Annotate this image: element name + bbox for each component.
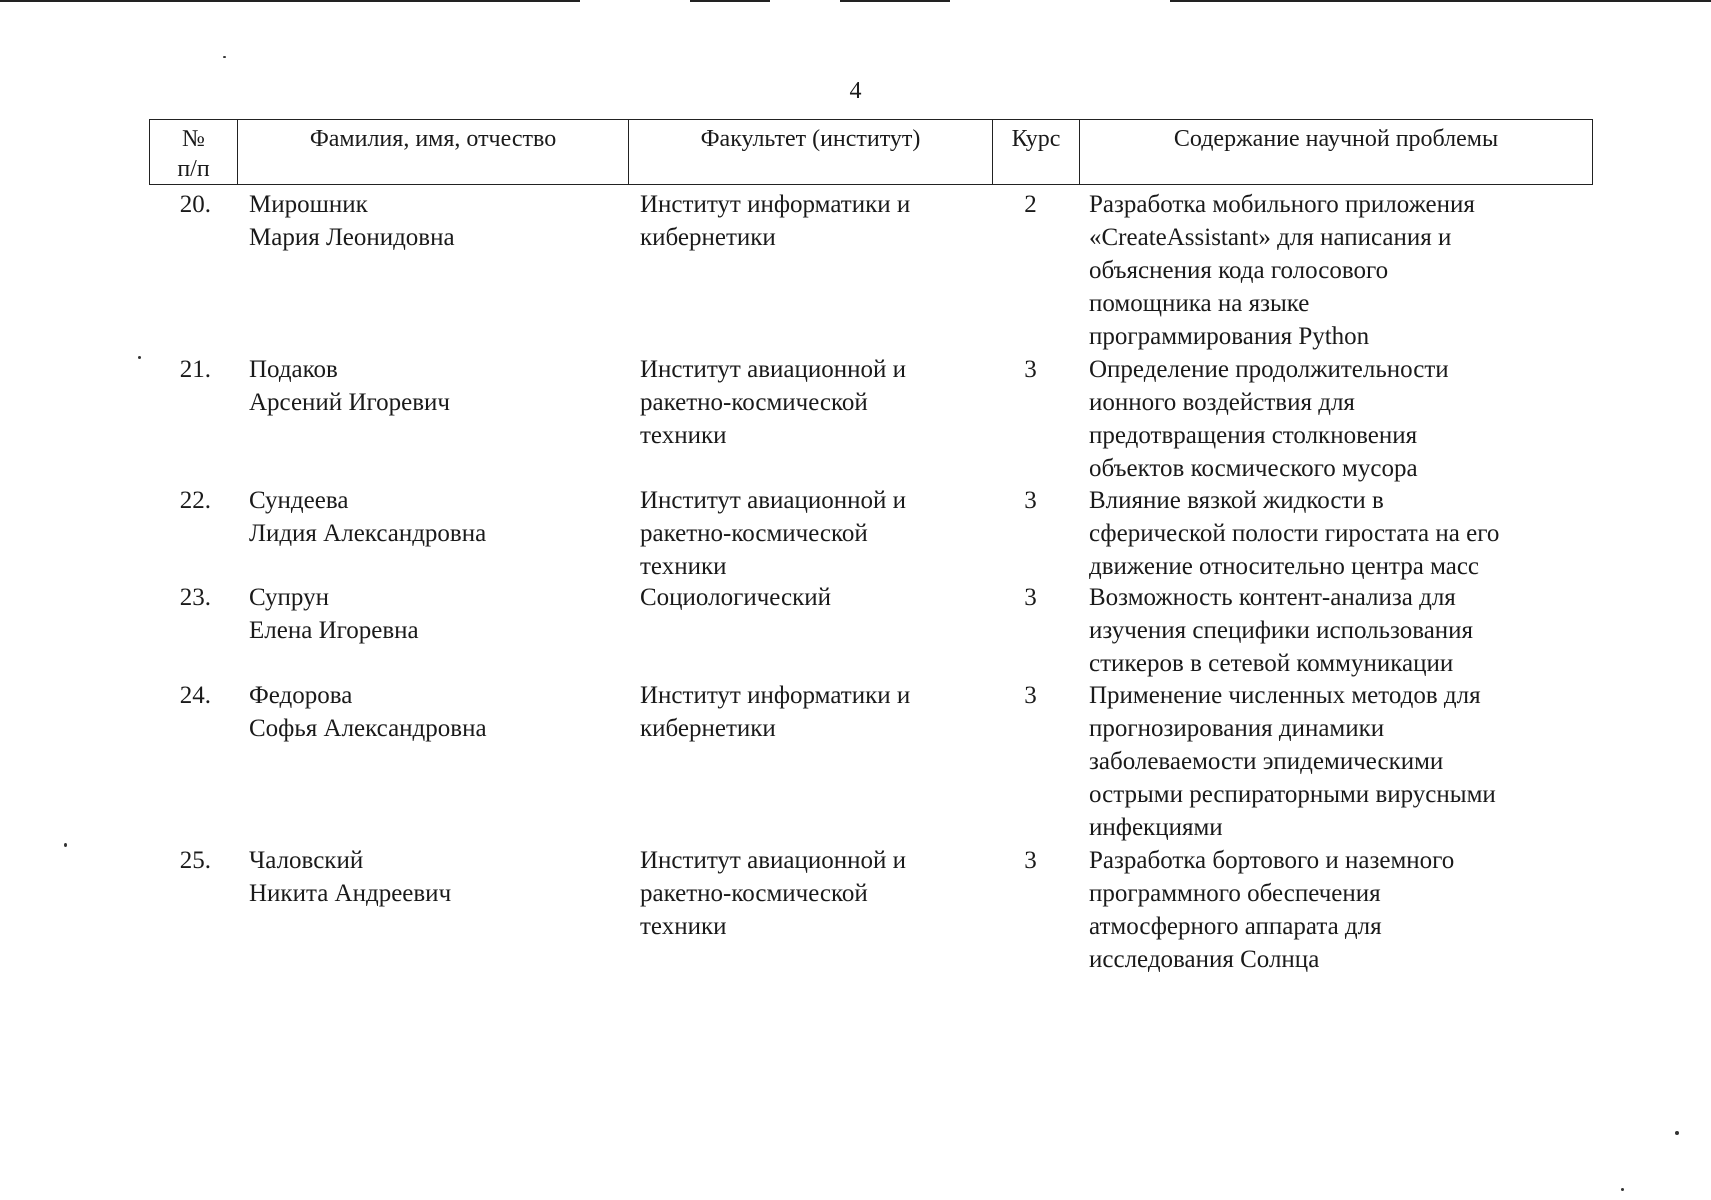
faculty: [628, 484, 992, 583]
research-problem: [1079, 484, 1593, 583]
scan-edge-line: [1170, 0, 1711, 2]
person-name-line: Супрун: [249, 584, 329, 611]
research-problem-line: программного обеспечения: [1089, 880, 1381, 907]
research-problem: [1079, 679, 1593, 844]
faculty: [628, 188, 992, 353]
faculty-line: Институт авиационной и: [640, 487, 907, 514]
scan-edge-line: [690, 0, 770, 2]
faculty-line: техники: [640, 553, 727, 580]
research-problem: [1079, 844, 1593, 976]
person-name-line: Арсений Игоревич: [249, 389, 450, 416]
research-problem: [1079, 188, 1593, 353]
header-full-name: Фамилия, имя, отчество: [238, 120, 629, 184]
row-number: 23.: [179, 584, 211, 611]
scan-edge-line: [840, 0, 950, 2]
course: 3: [1024, 487, 1037, 514]
faculty-line: кибернетики: [640, 715, 776, 742]
research-problem-line: Разработка бортового и наземного: [1089, 847, 1455, 874]
course: 2: [1024, 191, 1037, 218]
research-problem-line: ионного воздействия для: [1089, 389, 1355, 416]
research-problem-line: атмосферного аппарата для: [1089, 913, 1382, 940]
person-name: [237, 353, 628, 485]
research-problem-line: Возможность контент-анализа для: [1089, 584, 1456, 611]
course: 3: [1024, 584, 1037, 611]
faculty-line: ракетно-космической: [640, 520, 868, 547]
table-row: [149, 844, 1593, 976]
person-name-line: Елена Игоревна: [249, 617, 419, 644]
table-row: [149, 679, 1593, 844]
faculty-line: Институт авиационной и: [640, 356, 907, 383]
faculty: [628, 679, 992, 844]
faculty: [628, 581, 992, 680]
faculty: [628, 844, 992, 976]
research-problem: [1079, 581, 1593, 680]
person-name-line: Никита Андреевич: [249, 880, 452, 907]
table-row: [149, 581, 1593, 680]
header-number-symbol: №: [182, 126, 205, 152]
course: 3: [1024, 356, 1037, 383]
faculty-line: техники: [640, 913, 727, 940]
research-problem-line: исследования Солнца: [1089, 946, 1320, 973]
research-problem-line: стикеров в сетевой коммуникации: [1089, 650, 1454, 677]
table-row: [149, 484, 1593, 583]
person-name: [237, 844, 628, 976]
faculty: [628, 353, 992, 485]
research-problem-line: инфекциями: [1089, 814, 1223, 841]
row-number: 24.: [179, 682, 211, 709]
header-faculty: Факультет (институт): [629, 120, 993, 184]
row-number: 20.: [179, 191, 211, 218]
research-problem-line: прогнозирования динамики: [1089, 715, 1385, 742]
research-problem-line: «CreateAssistant» для написания и: [1089, 224, 1452, 251]
research-problem-line: Применение численных методов для: [1089, 682, 1481, 709]
scan-speck: [1675, 1131, 1679, 1135]
course: 3: [1024, 682, 1037, 709]
scan-speck: [138, 356, 141, 359]
page-number: 4: [849, 78, 862, 104]
research-problem-line: движение относительно центра масс: [1089, 553, 1480, 580]
person-name-line: Мирошник: [249, 191, 368, 218]
person-name-line: Мария Леонидовна: [249, 224, 455, 251]
row-number: 25.: [179, 847, 211, 874]
research-problem-line: Разработка мобильного приложения: [1089, 191, 1475, 218]
person-name: [237, 679, 628, 844]
research-problem: [1079, 353, 1593, 485]
faculty-line: Институт информатики и: [640, 682, 911, 709]
person-name-line: Подаков: [249, 356, 338, 383]
scan-speck: [64, 843, 67, 847]
research-problem-line: Определение продолжительности: [1089, 356, 1449, 383]
faculty-line: кибернетики: [640, 224, 776, 251]
research-problem-line: программирования Python: [1089, 323, 1370, 350]
person-name-line: Федорова: [249, 682, 353, 709]
faculty-line: Институт информатики и: [640, 191, 911, 218]
header-number-abbr: п/п: [177, 156, 210, 182]
person-name-line: Сундеева: [249, 487, 349, 514]
person-name: [237, 484, 628, 583]
header-number: [150, 120, 238, 184]
research-problem-line: острыми респираторными вирусными: [1089, 781, 1496, 808]
faculty-line: ракетно-космической: [640, 389, 868, 416]
person-name-line: Лидия Александровна: [249, 520, 487, 547]
header-course: Курс: [993, 120, 1080, 184]
table-row: [149, 353, 1593, 485]
scan-edge-line: [0, 0, 580, 2]
research-problem-line: заболеваемости эпидемическими: [1089, 748, 1444, 775]
scan-speck: [223, 56, 226, 58]
faculty-line: ракетно-космической: [640, 880, 868, 907]
research-problem-line: Влияние вязкой жидкости в: [1089, 487, 1384, 514]
person-name: [237, 188, 628, 353]
faculty-line: Институт авиационной и: [640, 847, 907, 874]
research-problem-line: сферической полости гиростата на его: [1089, 520, 1500, 547]
person-name-line: Чаловский: [249, 847, 364, 874]
research-problem-line: объяснения кода голосового: [1089, 257, 1389, 284]
faculty-line: Социологический: [640, 584, 832, 611]
research-problem-line: помощника на языке: [1089, 290, 1310, 317]
header-problem: Содержание научной проблемы: [1173, 126, 1499, 152]
row-number: 21.: [179, 356, 211, 383]
scan-speck: [1621, 1188, 1624, 1191]
row-number: 22.: [179, 487, 211, 514]
table-header: [149, 119, 1593, 185]
person-name: [237, 581, 628, 680]
research-problem-line: объектов космического мусора: [1089, 455, 1418, 482]
table-row: [149, 188, 1593, 353]
course: 3: [1024, 847, 1037, 874]
research-problem-line: предотвращения столкновения: [1089, 422, 1418, 449]
research-problem-line: изучения специфики использования: [1089, 617, 1474, 644]
faculty-line: техники: [640, 422, 727, 449]
person-name-line: Софья Александровна: [249, 715, 487, 742]
